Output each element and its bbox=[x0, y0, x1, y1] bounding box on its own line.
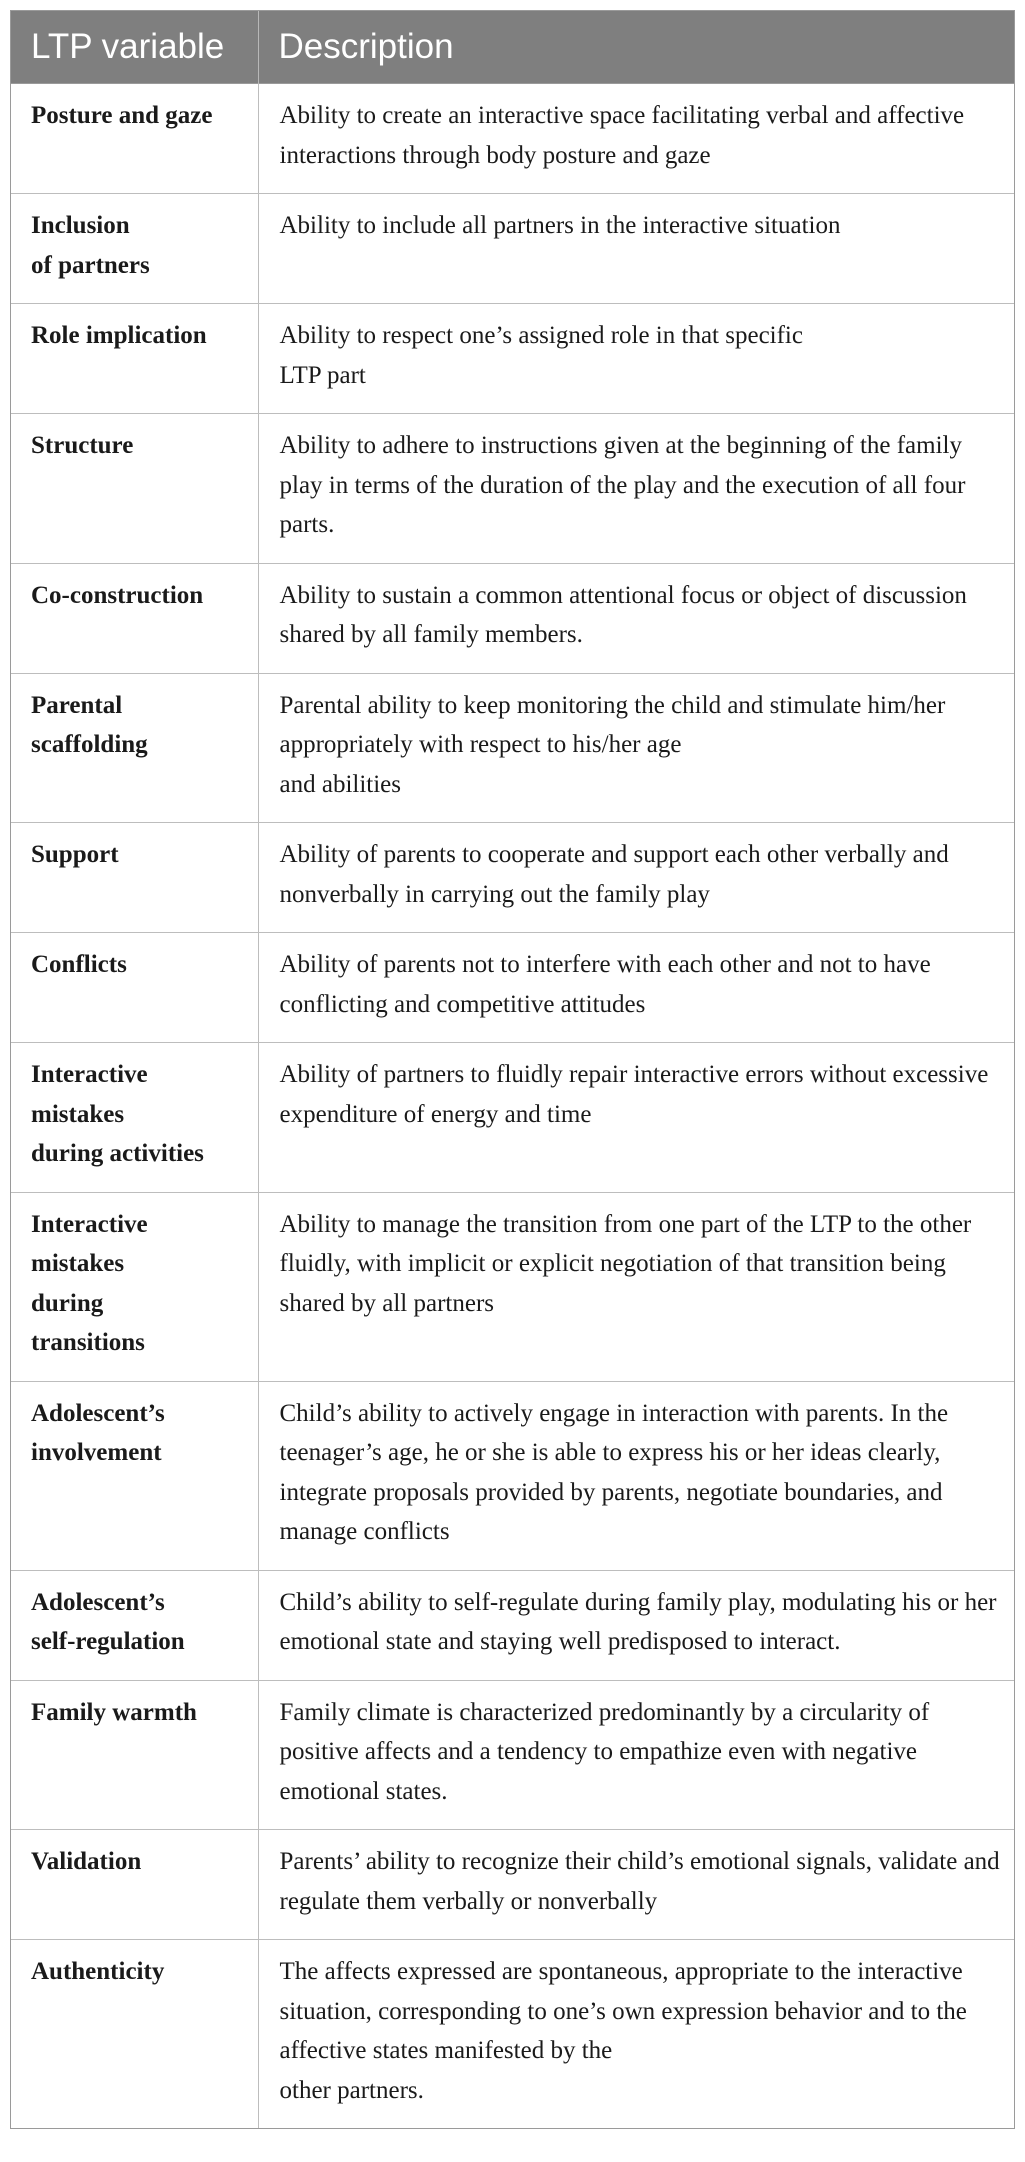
table-header bbox=[11, 11, 1014, 84]
description-cell: Ability to create an interactive space facilitating verbal and affective interactions through body posture and gaze bbox=[258, 84, 1014, 194]
description-cell: Ability to sustain a common attentional focus or object of discussion shared by all family members. bbox=[258, 563, 1014, 673]
ltp-variable-cell: Support bbox=[11, 823, 258, 933]
ltp-variable-cell: Adolescent’s self-regulation bbox=[11, 1570, 258, 1680]
table-row bbox=[11, 1940, 1014, 2129]
ltp-variable-cell: Inclusion of partners bbox=[11, 194, 258, 304]
column-header-variable: LTP variable bbox=[11, 11, 258, 84]
ltp-variable-cell: Family warmth bbox=[11, 1680, 258, 1830]
description-cell: Ability of parents not to interfere with each other and not to have conflicting and competitive attitudes bbox=[258, 933, 1014, 1043]
table-row bbox=[11, 84, 1014, 194]
description-cell: Ability to respect one’s assigned role in that specific LTP part bbox=[258, 304, 1014, 414]
table-row bbox=[11, 1680, 1014, 1830]
ltp-table bbox=[10, 10, 1015, 2129]
table-row bbox=[11, 933, 1014, 1043]
ltp-variable-cell: Authenticity bbox=[11, 1940, 258, 2129]
table-row bbox=[11, 194, 1014, 304]
header-row bbox=[11, 11, 1014, 84]
ltp-variable-cell: Co-construction bbox=[11, 563, 258, 673]
ltp-variable-cell: Interactive mistakes during activities bbox=[11, 1043, 258, 1193]
table-row bbox=[11, 1043, 1014, 1193]
ltp-variable-cell: Validation bbox=[11, 1830, 258, 1940]
table-row bbox=[11, 823, 1014, 933]
table-row bbox=[11, 1570, 1014, 1680]
description-cell: Ability of parents to cooperate and support each other verbally and nonverbally in carrying out the family play bbox=[258, 823, 1014, 933]
ltp-variable-cell: Structure bbox=[11, 414, 258, 564]
table-row bbox=[11, 1830, 1014, 1940]
description-cell: Parents’ ability to recognize their child’s emotional signals, validate and regulate them verbally or nonverbally bbox=[258, 1830, 1014, 1940]
ltp-variable-cell: Posture and gaze bbox=[11, 84, 258, 194]
table-row bbox=[11, 1381, 1014, 1570]
table-row bbox=[11, 673, 1014, 823]
table-row bbox=[11, 563, 1014, 673]
description-cell: Ability to adhere to instructions given at the beginning of the family play in terms of the duration of the play and the execution of all four parts. bbox=[258, 414, 1014, 564]
description-cell: Parental ability to keep monitoring the child and stimulate him/her appropriately with respect to his/her age and abilities bbox=[258, 673, 1014, 823]
ltp-variable-cell: Interactive mistakes during transitions bbox=[11, 1192, 258, 1381]
description-cell: Ability to manage the transition from one part of the LTP to the other fluidly, with implicit or explicit negotiation of that transition being shared by all partners bbox=[258, 1192, 1014, 1381]
table-row bbox=[11, 304, 1014, 414]
description-cell: Child’s ability to actively engage in interaction with parents. In the teenager’s age, he or she is able to express his or her ideas clearly, integrate proposals provided by parents, negotiate boundaries, and manage conflicts bbox=[258, 1381, 1014, 1570]
table-row bbox=[11, 414, 1014, 564]
table-row bbox=[11, 1192, 1014, 1381]
table-body bbox=[11, 84, 1014, 2129]
ltp-variables-table bbox=[11, 11, 1014, 2128]
description-cell: Family climate is characterized predominantly by a circularity of positive affects and a tendency to empathize even with negative emotional states. bbox=[258, 1680, 1014, 1830]
description-cell: Ability to include all partners in the interactive situation bbox=[258, 194, 1014, 304]
description-cell: The affects expressed are spontaneous, appropriate to the interactive situation, corresponding to one’s own expression behavior and to the affective states manifested by the other partners. bbox=[258, 1940, 1014, 2129]
column-header-description: Description bbox=[258, 11, 1014, 84]
ltp-variable-cell: Adolescent’s involvement bbox=[11, 1381, 258, 1570]
ltp-variable-cell: Conflicts bbox=[11, 933, 258, 1043]
ltp-variable-cell: Role implication bbox=[11, 304, 258, 414]
description-cell: Ability of partners to fluidly repair interactive errors without excessive expenditure of energy and time bbox=[258, 1043, 1014, 1193]
ltp-variable-cell: Parental scaffolding bbox=[11, 673, 258, 823]
description-cell: Child’s ability to self-regulate during family play, modulating his or her emotional state and staying well predisposed to interact. bbox=[258, 1570, 1014, 1680]
